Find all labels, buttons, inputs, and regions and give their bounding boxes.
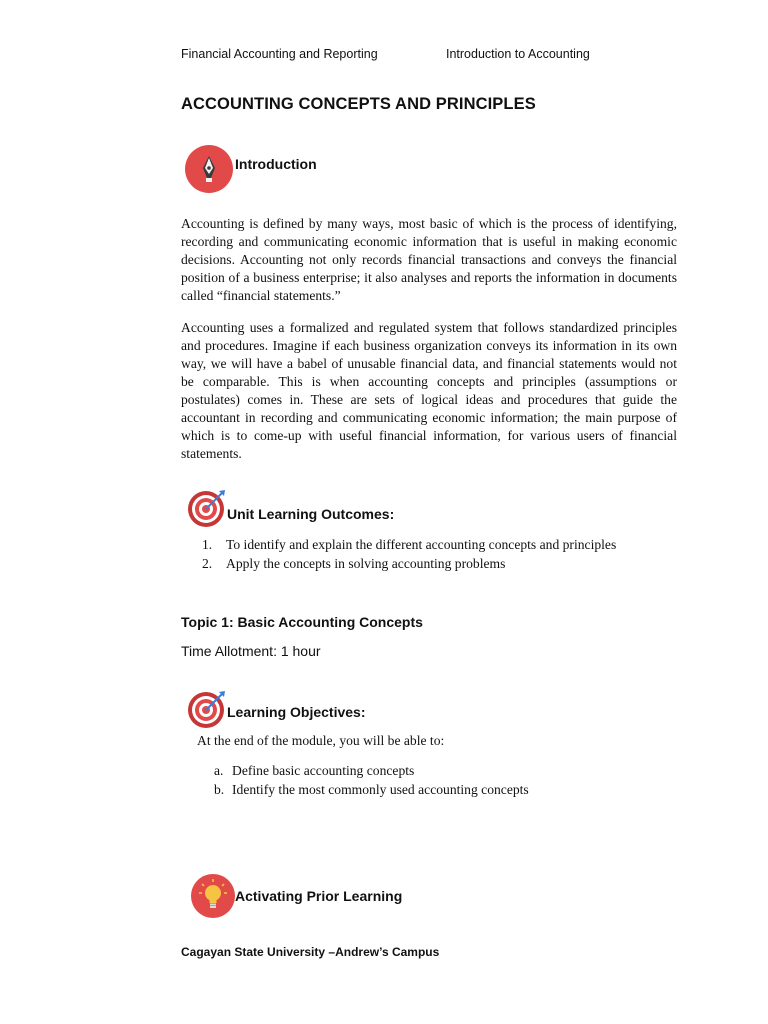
list-marker: 1. [202,537,213,552]
section-introduction-label: Introduction [235,156,317,172]
intro-paragraph-2: Accounting uses a formalized and regulated system that follows standardized principles and procedures. Imagine if each business organization conveys its information in its own way, we will have a babel of unusable financial data, and financial statements would not be comparable. This is when accounting concepts and principles (assumptions or postulates) comes in. These are sets of logical ideas and procedures that guide the accountant in recording and communicating economic information; the main purpose of which is to come-up with useful financial information, for various users of financial statements. [181,320,677,461]
list-item-text: To identify and explain the different accounting concepts and principles [226,537,617,552]
intro-paragraph-1: Accounting is defined by many ways, most basic of which is the process of identifying, recording and communicating economic information that is useful in making economic decisions. Accounting not only records financial transactions and conveys the financial position of a business enterprise; it also analyses and reports the information in documents called “financial statements.” [181,216,677,303]
list-item-text: Apply the concepts in solving accounting problems [226,555,506,571]
list-item [202,536,616,555]
target-icon [187,689,227,729]
pen-nib-icon [184,144,234,194]
list-item-text: Define basic accounting concepts [232,763,415,778]
list-item [214,762,529,781]
time-allotment: Time Allotment: 1 hour [181,643,321,659]
list-marker: 2. [202,555,213,571]
header-module: Introduction to Accounting [446,47,590,61]
header-course: Financial Accounting and Reporting [181,47,378,61]
list-item [214,781,529,800]
section-objectives-label: Learning Objectives: [227,704,366,720]
target-icon [187,488,227,528]
list-item-text: Identify the most commonly used accounting concepts [232,781,529,797]
section-outcomes-label: Unit Learning Outcomes: [227,506,395,522]
list-marker: a. [214,763,224,778]
page-title: ACCOUNTING CONCEPTS AND PRINCIPLES [181,95,536,113]
section-prior-learning-label: Activating Prior Learning [235,888,403,904]
footer-institution: Cagayan State University –Andrew’s Campus [181,945,440,959]
outcomes-list [202,536,616,573]
topic-title: Topic 1: Basic Accounting Concepts [181,614,423,630]
list-marker: b. [214,781,225,797]
lightbulb-icon [190,873,236,919]
objectives-list [214,762,529,799]
objectives-lead: At the end of the module, you will be able to: [197,733,445,748]
list-item [202,555,616,574]
